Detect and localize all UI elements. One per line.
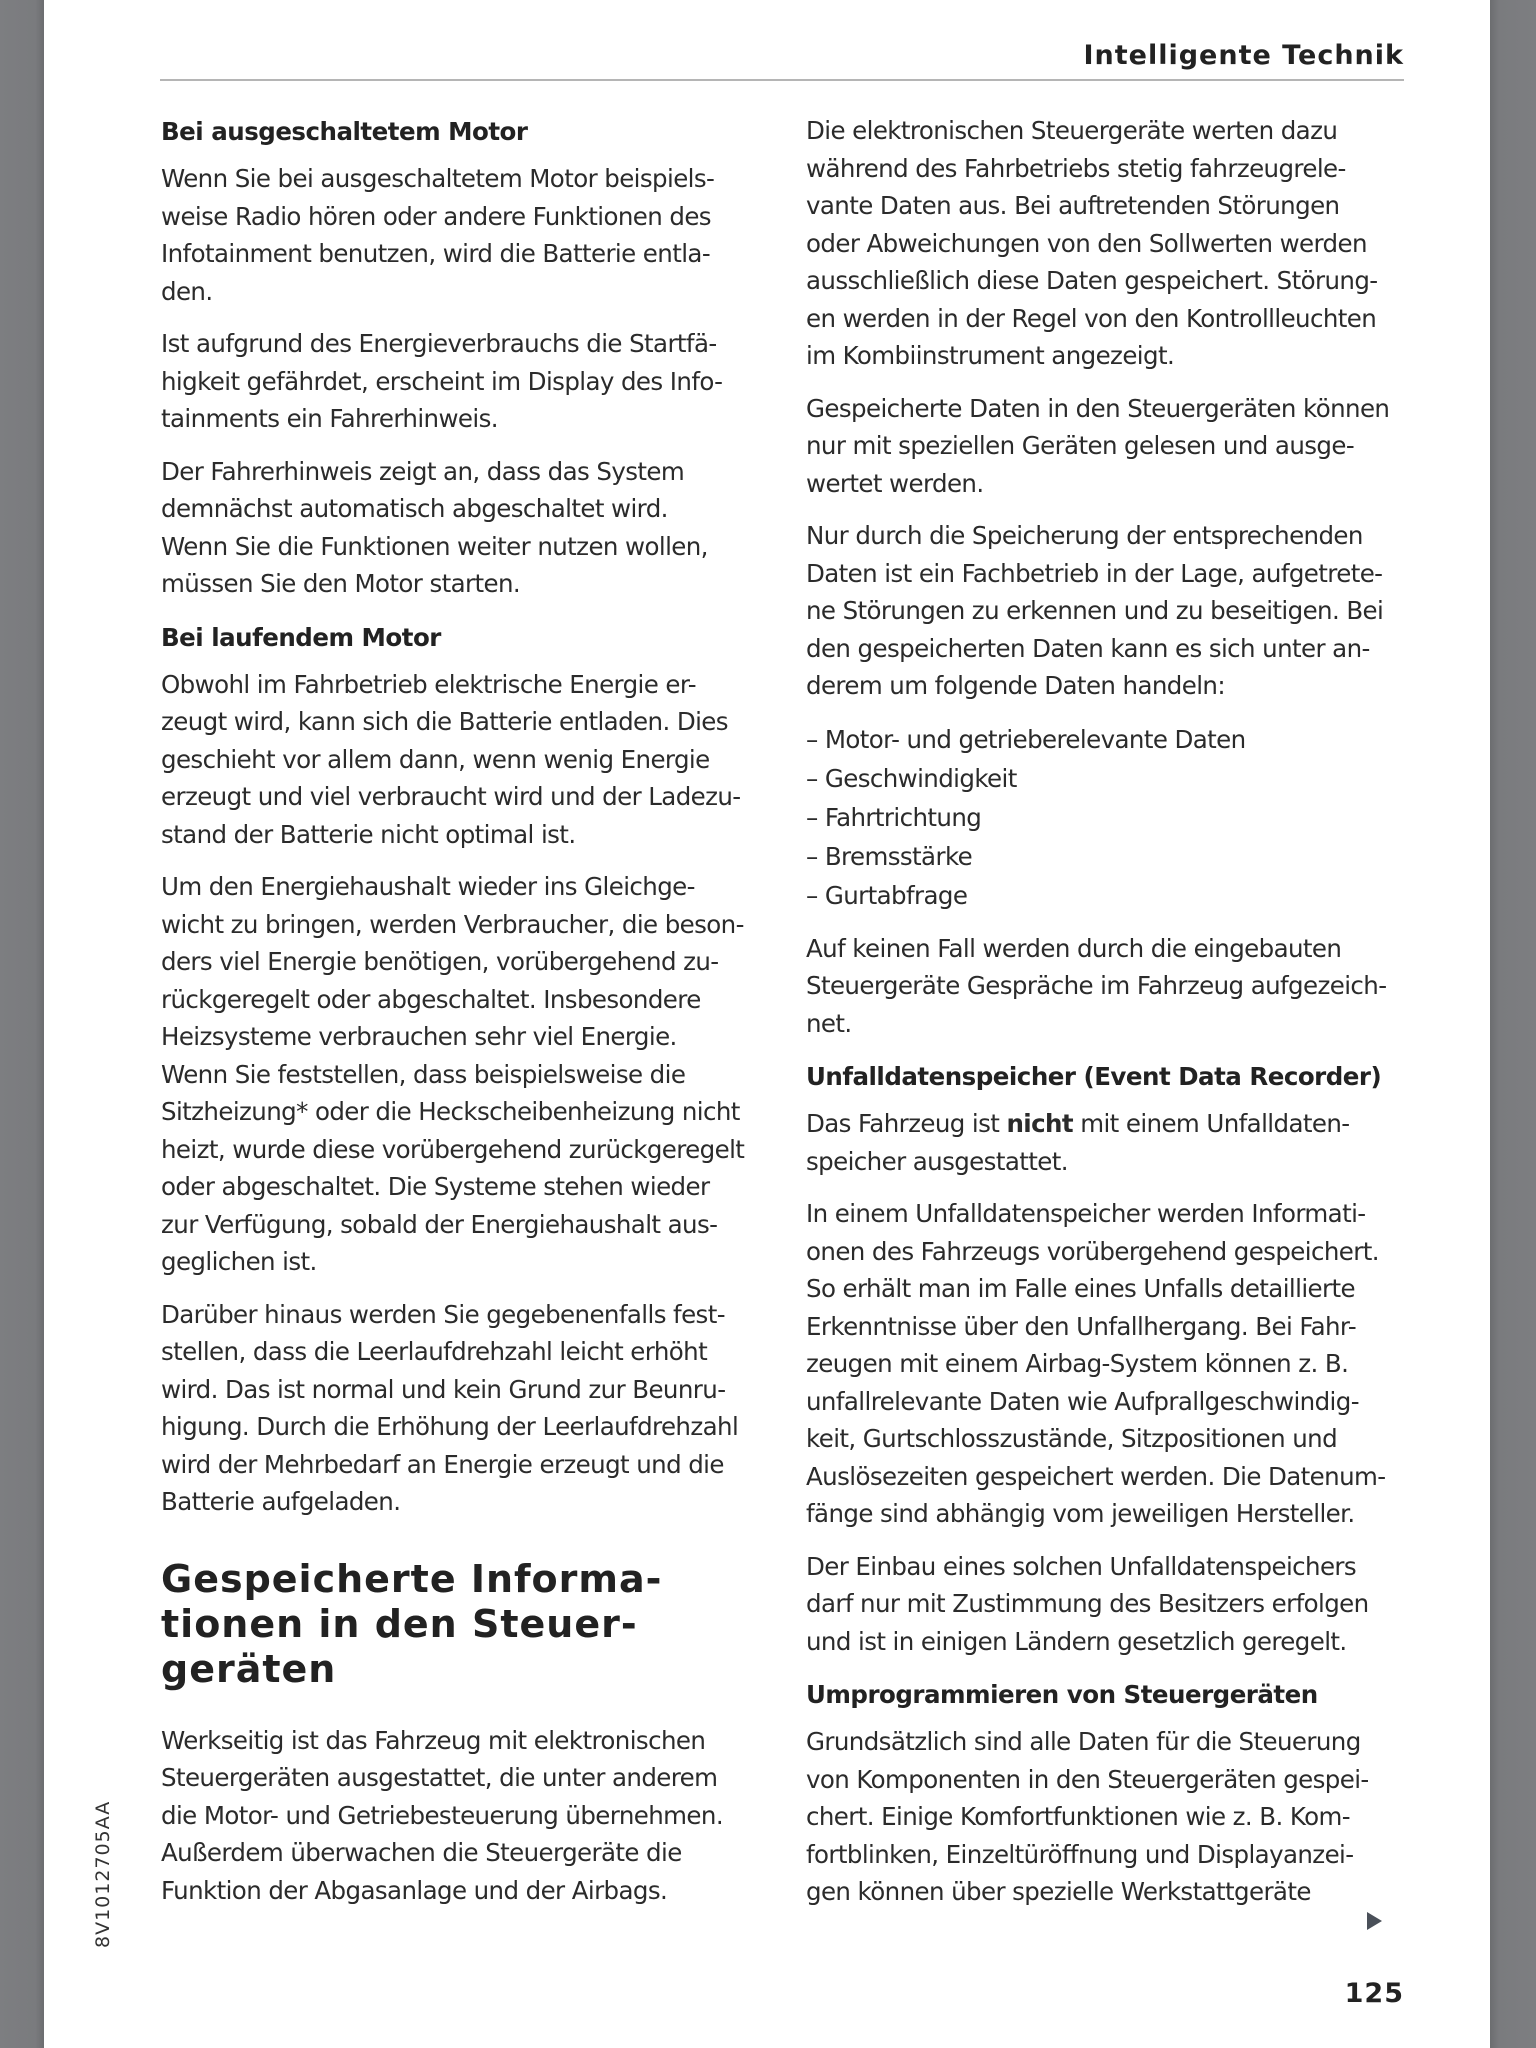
list-item: – Motor- und getrieberelevante Daten (806, 724, 1246, 754)
text-line: Auslösezeiten gespeichert werden. Die Datenum- (806, 1461, 1386, 1491)
text-line: wertet werden. (806, 468, 984, 498)
text-line: Wenn Sie feststellen, dass beispielsweise die (161, 1059, 686, 1089)
text-line: In einem Unfalldatenspeicher werden Informati- (806, 1199, 1366, 1228)
text-line: Obwohl im Fahrbetrieb elektrische Energie er- (161, 669, 697, 699)
text-line: derem um folgende Daten handeln: (806, 671, 1226, 700)
paragraph (161, 325, 761, 438)
text-line: chert. Einige Komfortfunktionen wie z. B. Kom- (806, 1802, 1351, 1831)
text-line: Ist aufgrund des Energieverbrauchs die Startfä- (161, 329, 717, 358)
paragraph (806, 112, 1416, 375)
paragraph (161, 868, 761, 1281)
text-line: onen des Fahrzeugs vorübergehend gespeichert. (806, 1236, 1379, 1266)
text-line: Um den Energiehaushalt wieder ins Gleichge- (161, 872, 695, 901)
paragraph (161, 1722, 761, 1910)
triangle-right-icon (1367, 1912, 1382, 1930)
text-line: speicher ausgestattet. (806, 1146, 1068, 1176)
text-line: stellen, dass die Leerlaufdrehzahl leicht erhöht (161, 1337, 708, 1366)
text-line: vante Daten aus. Bei auftretenden Störungen (806, 191, 1340, 220)
text-line: heizt, wurde diese vorübergehend zurückgeregelt (161, 1134, 745, 1164)
text-line: ausschließlich diese Daten gespeichert. Störung- (806, 266, 1378, 295)
text-line: von Komponenten in den Steuergeräten gespei- (806, 1764, 1369, 1794)
text-line: tainments ein Fahrerhinweis. (161, 404, 498, 433)
text-line: Daten ist ein Fachbetrieb in der Lage, aufgetrete- (806, 558, 1383, 588)
text-line: Batterie aufgeladen. (161, 1487, 401, 1516)
text-line: geschieht vor allem dann, wenn wenig Energie (161, 744, 710, 774)
text-line: oder Abweichungen von den Sollwerten werden (806, 228, 1367, 258)
text-line: Außerdem überwachen die Steuergeräte die (161, 1838, 682, 1867)
section-heading-reprogramming: Umprogrammieren von Steuergeräten (806, 1680, 1318, 1709)
paragraph (806, 390, 1416, 503)
text-line: weise Radio hören oder andere Funktionen des (161, 201, 711, 231)
text-line: während des Fahrbetriebs stetig fahrzeugrele- (806, 153, 1346, 183)
text-line: Die elektronischen Steuergeräte werten dazu (806, 116, 1338, 145)
section-heading-engine-running: Bei laufendem Motor (161, 622, 441, 652)
text-line: fänge sind abhängig vom jeweiligen Hersteller. (806, 1499, 1355, 1528)
text-line: Heizsysteme verbrauchen sehr viel Energie. (161, 1022, 677, 1051)
section-heading-event-data-recorder: Unfalldatenspeicher (Event Data Recorder) (806, 1062, 1382, 1091)
text-line: higung. Durch die Erhöhung der Leerlaufdrehzahl (161, 1412, 739, 1441)
text-line: Wenn Sie bei ausgeschaltetem Motor beispiels- (161, 164, 715, 193)
text-line: die Motor- und Getriebesteuerung übernehmen. (161, 1800, 724, 1830)
text-line: Darüber hinaus werden Sie gegebenenfalls fest- (161, 1299, 725, 1329)
stored-data-list (806, 720, 1416, 915)
text-line: den. (161, 276, 213, 306)
text-line: nur mit speziellen Geräten gelesen und ausge- (806, 431, 1355, 460)
paragraph (161, 1296, 761, 1521)
paragraph (806, 1548, 1416, 1661)
text-line: wird. Das ist normal und kein Grund zur Beunru- (161, 1374, 726, 1404)
right-gutter (1490, 0, 1536, 2048)
text-line: demnächst automatisch abgeschaltet wird. (161, 494, 668, 523)
text-span: mit einem Unfalldaten- (1073, 1109, 1350, 1138)
text-span: Das Fahrzeug ist (806, 1109, 1007, 1138)
text-line: keit, Gurtschlosszustände, Sitzpositionen und (806, 1424, 1338, 1453)
text-line: zeugen mit einem Airbag-System können z. B. (806, 1349, 1349, 1378)
text-line: müssen Sie den Motor starten. (161, 569, 521, 598)
left-column (161, 112, 761, 1909)
section-heading-engine-off: Bei ausgeschaltetem Motor (161, 117, 528, 146)
paragraph (161, 160, 761, 310)
paragraph (806, 517, 1416, 705)
text-line: Grundsätzlich sind alle Daten für die Steuerung (806, 1727, 1361, 1756)
text-line: rückgeregelt oder abgeschaltet. Insbesondere (161, 984, 701, 1014)
text-line: net. (806, 1008, 852, 1038)
text-line: wird der Mehrbedarf an Energie erzeugt und die (161, 1449, 724, 1479)
paragraph (806, 930, 1416, 1043)
text-line: gen können über spezielle Werkstattgeräte (806, 1877, 1311, 1906)
text-line: So erhält man im Falle eines Unfalls detaillierte (806, 1274, 1355, 1303)
text-line: higkeit gefährdet, erscheint im Display des Info- (161, 366, 723, 396)
text-line: Wenn Sie die Funktionen weiter nutzen wollen, (161, 531, 708, 561)
text-line: oder abgeschaltet. Die Systeme stehen wieder (161, 1172, 710, 1201)
text-line: Steuergeräte Gespräche im Fahrzeug aufgezeich- (806, 971, 1387, 1000)
text-line: ders viel Energie benötigen, vorübergehend zu- (161, 947, 719, 976)
chapter-title-line: Gespeicherte Informa- (161, 1556, 663, 1601)
text-line: Infotainment benutzen, wird die Batterie entla- (161, 239, 711, 268)
paragraph (161, 453, 761, 603)
text-line: darf nur mit Zustimmung des Besitzers erfolgen (806, 1589, 1369, 1618)
text-line: Der Einbau eines solchen Unfalldatenspeichers (806, 1551, 1357, 1581)
text-line: Gespeicherte Daten in den Steuergeräten können (806, 393, 1390, 423)
list-item: – Gurtabfrage (806, 880, 968, 910)
paragraph (161, 666, 761, 854)
emphasis-not: nicht (1006, 1109, 1073, 1138)
page-number: 125 (1344, 1978, 1404, 2009)
text-line: und ist in einigen Ländern gesetzlich geregelt. (806, 1626, 1347, 1656)
paragraph (806, 1723, 1416, 1911)
list-item: – Geschwindigkeit (806, 763, 1017, 793)
list-item: – Bremsstärke (806, 841, 973, 871)
text-line: ne Störungen zu erkennen und zu beseitigen. Bei (806, 596, 1384, 625)
header-divider (160, 79, 1404, 81)
chapter-title-line: geräten (161, 1646, 337, 1691)
text-line: Nur durch die Speicherung der entsprechenden (806, 521, 1363, 550)
text-line (806, 1105, 1416, 1143)
text-line: fortblinken, Einzeltüröffnung und Displayanzei- (806, 1839, 1354, 1869)
text-line: geglichen ist. (161, 1247, 317, 1276)
text-line: zeugt wird, kann sich die Batterie entladen. Dies (161, 707, 728, 736)
chapter-title-line: tionen in den Steuer- (161, 1601, 638, 1646)
text-line: erzeugt und viel verbraucht wird und der Ladezu- (161, 782, 741, 811)
chapter-title (161, 1557, 761, 1692)
text-line: stand der Batterie nicht optimal ist. (161, 819, 576, 849)
document-code: 8V1012705AA (92, 1800, 114, 1948)
text-line: zur Verfügung, sobald der Energiehaushalt aus- (161, 1209, 718, 1239)
text-line: en werden in der Regel von den Kontrollleuchten (806, 303, 1377, 333)
text-line: Auf keinen Fall werden durch die eingebauten (806, 933, 1342, 963)
text-line: Erkenntnisse über den Unfallhergang. Bei Fahr- (806, 1311, 1357, 1341)
list-item: – Fahrtrichtung (806, 802, 982, 832)
running-header: Intelligente Technik (1083, 40, 1404, 71)
text-line: Der Fahrerhinweis zeigt an, dass das System (161, 456, 685, 486)
text-line: Werkseitig ist das Fahrzeug mit elektronischen (161, 1725, 706, 1755)
text-line: Steuergeräten ausgestattet, die unter anderem (161, 1763, 718, 1792)
text-line: den gespeicherten Daten kann es sich unter an- (806, 633, 1370, 663)
right-column (806, 112, 1416, 1911)
text-line: Funktion der Abgasanlage und der Airbags. (161, 1875, 668, 1905)
text-line: unfallrelevante Daten wie Aufprallgeschwindig- (806, 1386, 1359, 1416)
paragraph (806, 1105, 1416, 1180)
left-gutter (0, 0, 44, 2048)
text-line: Sitzheizung* oder die Heckscheibenheizung nicht (161, 1097, 740, 1126)
text-line: wicht zu bringen, werden Verbraucher, die beson- (161, 909, 744, 939)
text-line: im Kombiinstrument angezeigt. (806, 341, 1175, 370)
paragraph (806, 1195, 1416, 1533)
